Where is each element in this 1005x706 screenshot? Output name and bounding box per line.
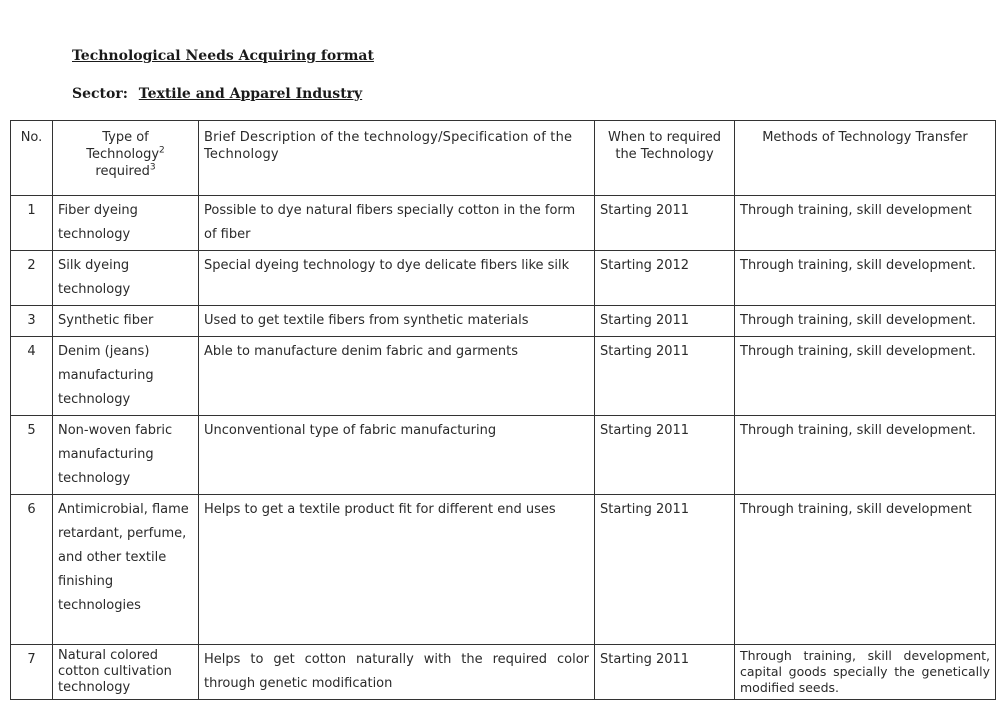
header-type-line3: required xyxy=(95,164,150,179)
row-description: Helps to get cotton naturally with the required color through genetic modification xyxy=(199,645,595,700)
technology-needs-table xyxy=(10,120,996,700)
header-no: No. xyxy=(11,121,53,196)
row-method: Through training, skill development xyxy=(735,495,996,645)
row-technology-type: Non-woven fabric manufacturing technology xyxy=(53,416,199,495)
header-type-line1: Type of xyxy=(102,130,149,145)
header-type-footnote-2: 2 xyxy=(159,145,165,156)
row-technology-type: Silk dyeing technology xyxy=(53,251,199,306)
sector-line xyxy=(72,86,362,102)
row-method: Through training, skill development. xyxy=(735,306,996,337)
row-description: Helps to get a textile product fit for different end uses xyxy=(199,495,595,645)
row-when: Starting 2011 xyxy=(595,306,735,337)
header-type-line2: Technology xyxy=(86,147,160,162)
document-title: Technological Needs Acquiring format xyxy=(72,48,374,64)
sector-label: Sector: xyxy=(72,86,128,102)
table-row xyxy=(11,196,996,251)
sector-value: Textile and Apparel Industry xyxy=(138,86,363,102)
row-method: Through training, skill development. xyxy=(735,416,996,495)
row-number: 2 xyxy=(11,251,53,306)
row-when: Starting 2012 xyxy=(595,251,735,306)
row-method: Through training, skill development, capital goods specially the genetically modified seeds. xyxy=(735,645,996,700)
row-number: 6 xyxy=(11,495,53,645)
table-row xyxy=(11,306,996,337)
row-method: Through training, skill development. xyxy=(735,337,996,416)
row-number: 7 xyxy=(11,645,53,700)
row-when: Starting 2011 xyxy=(595,196,735,251)
table-row xyxy=(11,337,996,416)
row-technology-type: Natural colored cotton cultivation technology xyxy=(53,645,199,700)
row-description: Possible to dye natural fibers specially cotton in the form of fiber xyxy=(199,196,595,251)
row-technology-type: Antimicrobial, flame retardant, perfume, and other textile finishing technologies xyxy=(53,495,199,645)
row-number: 1 xyxy=(11,196,53,251)
row-number: 3 xyxy=(11,306,53,337)
row-number: 5 xyxy=(11,416,53,495)
row-when: Starting 2011 xyxy=(595,645,735,700)
row-number: 4 xyxy=(11,337,53,416)
row-technology-type: Denim (jeans) manufacturing technology xyxy=(53,337,199,416)
header-description: Brief Description of the technology/Specification of the Technology xyxy=(199,121,595,196)
row-description: Used to get textile fibers from synthetic materials xyxy=(199,306,595,337)
table-header-row xyxy=(11,121,996,196)
row-when: Starting 2011 xyxy=(595,416,735,495)
table-row xyxy=(11,416,996,495)
table-row xyxy=(11,251,996,306)
row-method: Through training, skill development xyxy=(735,196,996,251)
table-row xyxy=(11,495,996,645)
row-description: Able to manufacture denim fabric and garments xyxy=(199,337,595,416)
row-method: Through training, skill development. xyxy=(735,251,996,306)
header-methods: Methods of Technology Transfer xyxy=(735,121,996,196)
header-type xyxy=(53,121,199,196)
header-type-footnote-3: 3 xyxy=(149,162,156,173)
row-description: Unconventional type of fabric manufacturing xyxy=(199,416,595,495)
row-when: Starting 2011 xyxy=(595,337,735,416)
row-technology-type: Fiber dyeing technology xyxy=(53,196,199,251)
header-when: When to required the Technology xyxy=(595,121,735,196)
row-technology-type: Synthetic fiber xyxy=(53,306,199,337)
row-when: Starting 2011 xyxy=(595,495,735,645)
row-description: Special dyeing technology to dye delicate fibers like silk xyxy=(199,251,595,306)
table-row xyxy=(11,645,996,700)
